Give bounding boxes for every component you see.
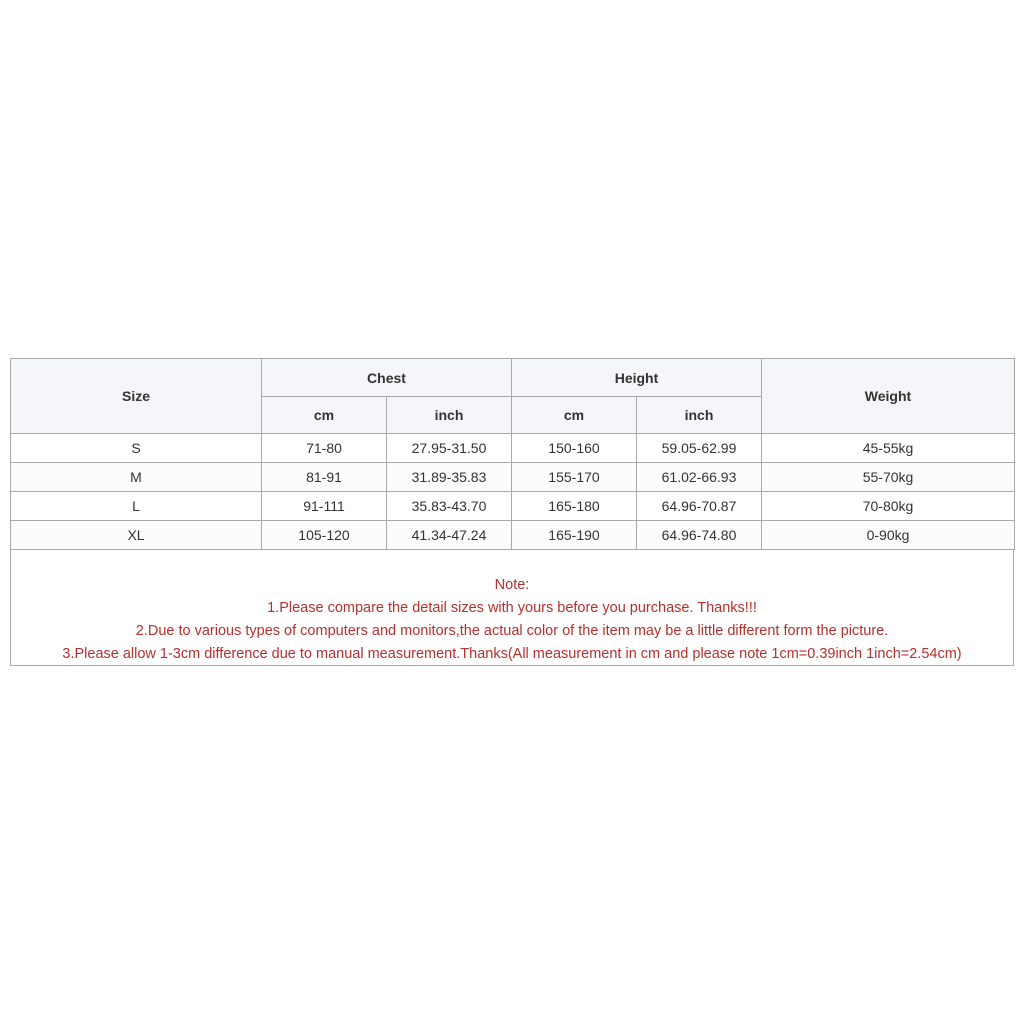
height-cm-cell: 150-160 (512, 434, 637, 463)
note-line-1: 1.Please compare the detail sizes with yours before you purchase. Thanks!!! (267, 600, 757, 616)
height-cm-cell: 155-170 (512, 463, 637, 492)
notes-section (10, 550, 1014, 666)
note-title: Note: (494, 577, 530, 593)
table-row (11, 463, 1015, 492)
size-table (10, 358, 1015, 550)
height-inch-cell: 59.05-62.99 (637, 434, 762, 463)
weight-cell: 0-90kg (762, 521, 1015, 550)
weight-cell: 55-70kg (762, 463, 1015, 492)
height-inch-header: inch (637, 397, 762, 434)
chest-cm-cell: 71-80 (262, 434, 387, 463)
table-row (11, 521, 1015, 550)
size-cell: M (11, 463, 262, 492)
chest-inch-cell: 27.95-31.50 (387, 434, 512, 463)
chest-inch-header: inch (387, 397, 512, 434)
weight-cell: 70-80kg (762, 492, 1015, 521)
chest-cm-cell: 81-91 (262, 463, 387, 492)
chest-inch-cell: 35.83-43.70 (387, 492, 512, 521)
note-line-3: 3.Please allow 1-3cm difference due to manual measurement.Thanks(All measurement in cm and please note 1cm=0.39inch 1inch=2.54cm) (62, 646, 962, 662)
height-inch-cell: 64.96-70.87 (637, 492, 762, 521)
height-cm-header: cm (512, 397, 637, 434)
chest-cm-cell: 105-120 (262, 521, 387, 550)
chest-cm-header: cm (262, 397, 387, 434)
note-line-2: 2.Due to various types of computers and monitors,the actual color of the item may be a little different form the picture. (135, 623, 889, 639)
height-cm-cell: 165-190 (512, 521, 637, 550)
chest-inch-cell: 31.89-35.83 (387, 463, 512, 492)
weight-cell: 45-55kg (762, 434, 1015, 463)
size-cell: L (11, 492, 262, 521)
chest-header: Chest (262, 359, 512, 397)
size-header: Size (11, 359, 262, 434)
chest-inch-cell: 41.34-47.24 (387, 521, 512, 550)
size-chart (10, 358, 1014, 666)
table-row (11, 434, 1015, 463)
height-header: Height (512, 359, 762, 397)
height-inch-cell: 61.02-66.93 (637, 463, 762, 492)
weight-header: Weight (762, 359, 1015, 434)
size-cell: S (11, 434, 262, 463)
height-cm-cell: 165-180 (512, 492, 637, 521)
header-row-top (11, 359, 1015, 397)
size-cell: XL (11, 521, 262, 550)
chest-cm-cell: 91-111 (262, 492, 387, 521)
height-inch-cell: 64.96-74.80 (637, 521, 762, 550)
table-row (11, 492, 1015, 521)
